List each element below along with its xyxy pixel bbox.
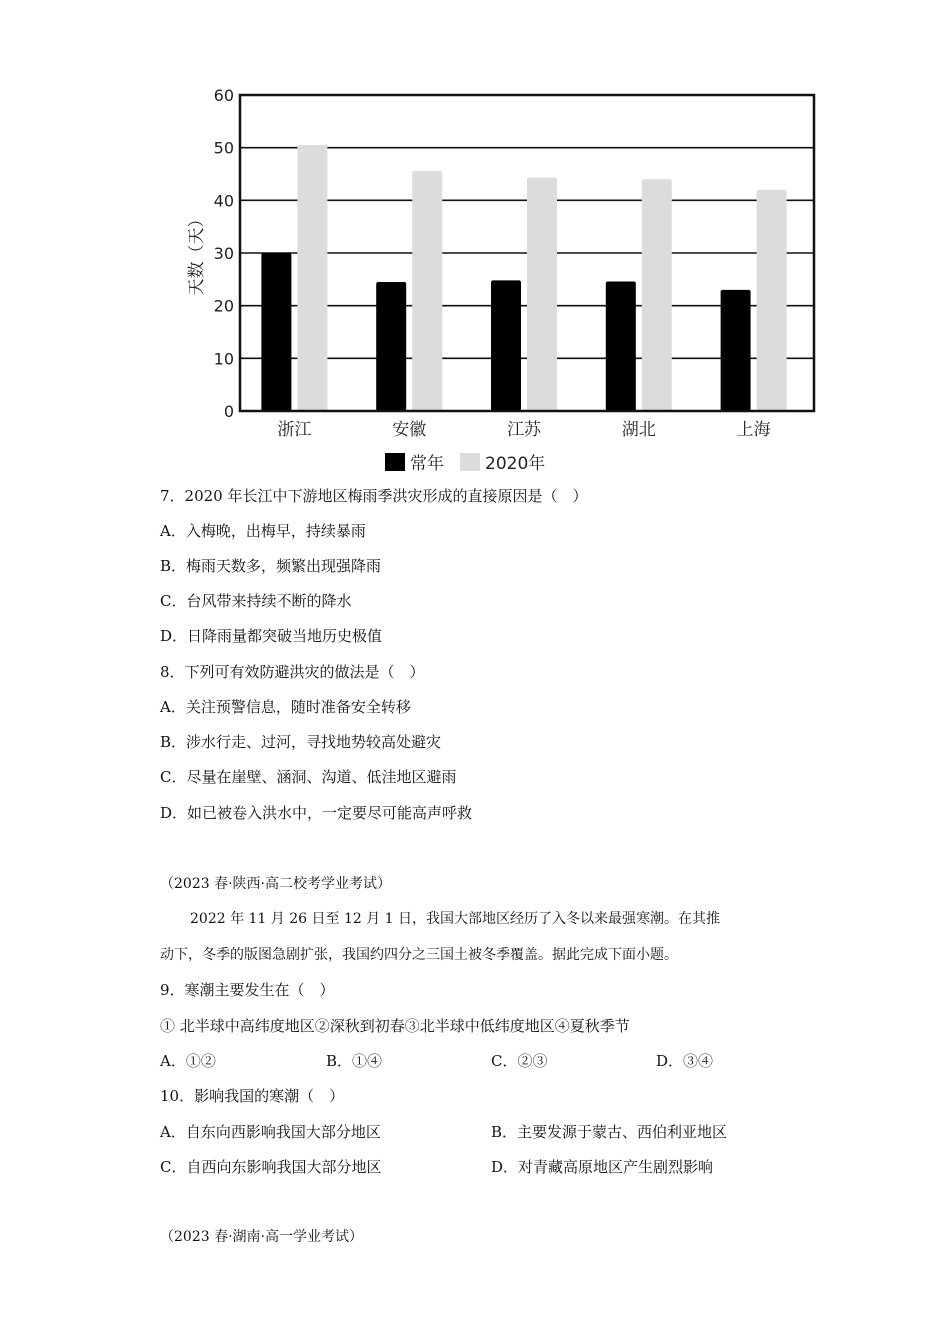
legend-swatch bbox=[460, 453, 480, 471]
q10-option-b: B．主要发源于蒙古、西伯利亚地区 bbox=[491, 1123, 728, 1141]
bar-normal bbox=[376, 282, 406, 411]
q10-option-c: C．自西向东影响我国大部分地区 bbox=[160, 1158, 382, 1176]
q8-option-c: C．尽量在崖壁、涵洞、沟道、低洼地区避雨 bbox=[160, 768, 457, 786]
y-tick-labels bbox=[214, 86, 234, 421]
y-tick-label: 30 bbox=[213, 244, 234, 263]
q7-option-c: C．台风带来持续不断的降水 bbox=[160, 592, 352, 610]
question-9-stem: 9．寒潮主要发生在（ ） bbox=[160, 981, 335, 999]
y-tick-label: 20 bbox=[213, 296, 234, 316]
question-7-stem: 7．2020 年长江中下游地区梅雨季洪灾形成的直接原因是（ ） bbox=[160, 487, 588, 505]
bar-2020 bbox=[757, 190, 787, 411]
bars bbox=[261, 145, 786, 411]
passage-line: 动下，冬季的版图急剧扩张，我国约四分之三国土被冬季覆盖。据此完成下面小题。 bbox=[160, 947, 678, 963]
x-tick-label: 湖北 bbox=[621, 420, 656, 440]
q9-option-c: C．②③ bbox=[491, 1052, 548, 1070]
x-tick-labels bbox=[277, 420, 770, 440]
y-tick-label: 60 bbox=[213, 86, 234, 105]
bar-2020 bbox=[412, 171, 442, 411]
x-tick-label: 安徽 bbox=[392, 420, 427, 440]
bar-normal bbox=[721, 290, 751, 411]
q7-option-a: A．入梅晚，出梅早，持续暴雨 bbox=[160, 522, 366, 540]
question-10-stem: 10．影响我国的寒潮（ ） bbox=[160, 1087, 345, 1105]
legend-swatch bbox=[385, 453, 405, 471]
bar-2020 bbox=[297, 145, 327, 411]
q9-option-d: D．③④ bbox=[656, 1052, 714, 1070]
bar-normal bbox=[491, 280, 521, 411]
x-tick-label: 上海 bbox=[736, 420, 771, 440]
y-tick-label: 10 bbox=[213, 349, 234, 369]
q9-option-a: A．①② bbox=[160, 1052, 216, 1070]
q8-option-a: A．关注预警信息，随时准备安全转移 bbox=[160, 698, 411, 716]
q10-option-a: A．自东向西影响我国大部分地区 bbox=[160, 1123, 381, 1141]
source-citation: （2023 春·陕西·高二校考学业考试） bbox=[160, 876, 391, 892]
chart-legend bbox=[385, 453, 545, 474]
bar-2020 bbox=[527, 178, 557, 411]
legend-label: 常年 bbox=[410, 454, 444, 474]
y-tick-label: 0 bbox=[223, 402, 234, 421]
y-tick-label: 50 bbox=[213, 138, 234, 158]
q7-option-b: B．梅雨天数多，频繁出现强降雨 bbox=[160, 557, 382, 575]
bar-2020 bbox=[642, 179, 672, 411]
y-tick-label: 40 bbox=[213, 191, 234, 211]
source-citation: （2023 春·湖南·高一学业考试） bbox=[160, 1229, 363, 1245]
question-8-stem: 8．下列可有效防避洪灾的做法是（ ） bbox=[160, 663, 425, 681]
q9-option-b: B．①④ bbox=[326, 1052, 383, 1070]
q8-option-b: B．涉水行走、过河，寻找地势较高处避灾 bbox=[160, 733, 442, 751]
x-tick-label: 江苏 bbox=[507, 420, 541, 440]
y-axis-label: 天数（天） bbox=[187, 210, 207, 296]
rainy-days-bar-chart bbox=[180, 80, 840, 475]
q9-statement-list: ① 北半球中高纬度地区②深秋到初春③北半球中低纬度地区④夏秋季节 bbox=[160, 1017, 630, 1035]
legend-label: 2020年 bbox=[485, 454, 546, 474]
q10-option-d: D．对青藏高原地区产生剧烈影响 bbox=[491, 1158, 714, 1176]
passage-line: 2022 年 11 月 26 日至 12 月 1 日，我国大部地区经历了入冬以来最强寒潮。在其推 bbox=[190, 911, 721, 927]
q8-option-d: D．如已被卷入洪水中，一定要尽可能高声呼救 bbox=[160, 804, 473, 822]
x-tick-label: 浙江 bbox=[277, 420, 312, 440]
bar-normal bbox=[606, 281, 636, 411]
q7-option-d: D．日降雨量都突破当地历史极值 bbox=[160, 627, 383, 645]
bar-normal bbox=[261, 253, 291, 411]
